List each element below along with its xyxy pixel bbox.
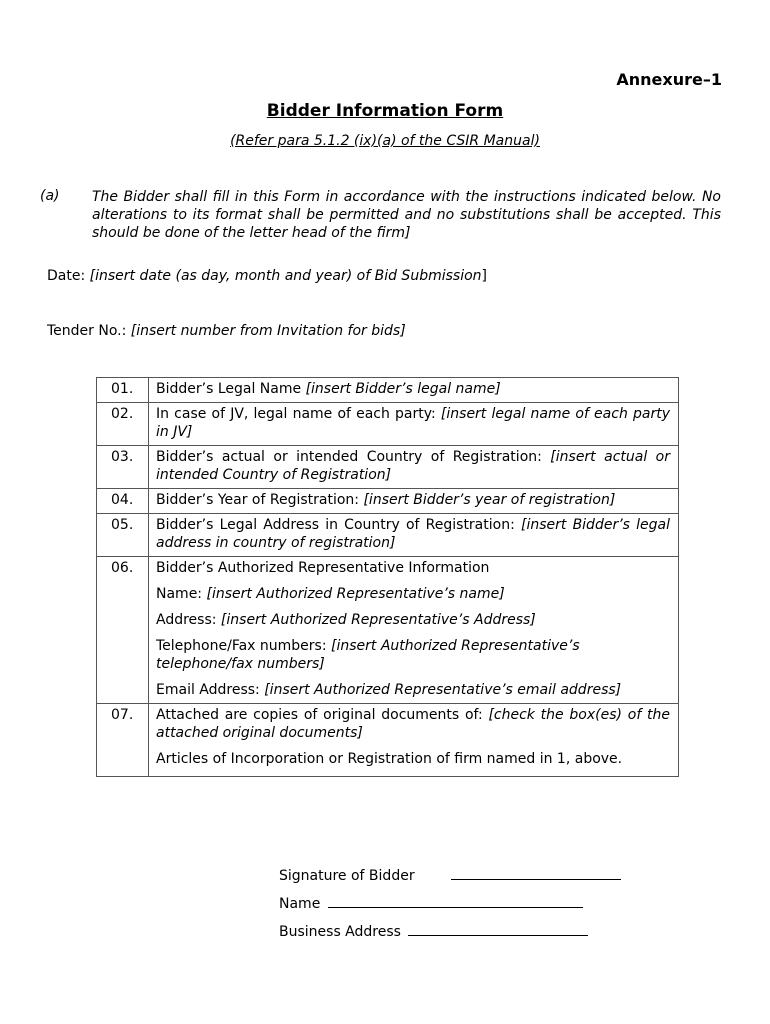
- representative-name: [156, 585, 670, 603]
- row-description: [149, 557, 679, 704]
- date-close-bracket: ]: [481, 268, 487, 284]
- representative-address: [156, 611, 670, 629]
- row-label: Attached are copies of original documents of:: [156, 707, 489, 723]
- table-row: [97, 446, 679, 489]
- articles-of-incorporation: Articles of Incorporation or Registration of firm named in 1, above.: [156, 751, 623, 767]
- phone-hint: [insert Authorized Representative’s telephone/fax numbers]: [156, 638, 580, 672]
- row-hint: [insert Bidder’s year of registration]: [363, 492, 616, 508]
- representative-email: [156, 681, 670, 699]
- row-description: [149, 514, 679, 557]
- row-hint: [insert Bidder’s legal address in country of registration]: [156, 517, 670, 551]
- signature-line[interactable]: [451, 865, 621, 880]
- tender-placeholder: [insert number from Invitation for bids]: [130, 323, 406, 339]
- date-line: [47, 268, 487, 284]
- row-number: 05.: [97, 514, 149, 557]
- name-row: [279, 893, 659, 921]
- row-number: 01.: [97, 378, 149, 403]
- name-hint: [insert Authorized Representative’s name]: [206, 586, 505, 602]
- manual-reference: (Refer para 5.1.2 (ix)(a) of the CSIR Manual): [230, 133, 540, 149]
- row-label: Bidder’s actual or intended Country of Registration:: [156, 449, 551, 465]
- row-number: 03.: [97, 446, 149, 489]
- tender-line: [47, 323, 406, 339]
- annexure-label: Annexure–1: [616, 70, 722, 89]
- row-hint: [insert legal name of each party in JV]: [156, 406, 670, 440]
- table-row: [97, 378, 679, 403]
- email-hint: [insert Authorized Representative’s email address]: [264, 682, 622, 698]
- page-title: Bidder Information Form: [266, 101, 504, 121]
- row-number: 04.: [97, 489, 149, 514]
- row-number: 06.: [97, 557, 149, 704]
- table-row: [97, 489, 679, 514]
- name-line[interactable]: [328, 893, 583, 908]
- row-label: Bidder’s Legal Address in Country of Registration:: [156, 517, 521, 533]
- date-label: Date:: [47, 268, 90, 284]
- phone-label: Telephone/Fax numbers:: [156, 638, 331, 654]
- address-hint: [insert Authorized Representative’s Address]: [220, 612, 536, 628]
- signature-label: Signature of Bidder: [279, 868, 415, 884]
- row-hint: [check the box(es) of the attached original documents]: [156, 707, 670, 741]
- representative-phone: [156, 637, 670, 673]
- name-label: Name:: [156, 586, 207, 602]
- address-label: Address:: [156, 612, 221, 628]
- row-hint: [insert actual or intended Country of Registration]: [156, 449, 670, 483]
- row-description: [149, 446, 679, 489]
- table-row: [97, 704, 679, 777]
- attached-docs: [156, 706, 670, 742]
- business-address-row: [279, 921, 659, 949]
- table-row: [97, 557, 679, 704]
- row-hint: [insert Bidder’s legal name]: [305, 381, 501, 397]
- row-description: [149, 378, 679, 403]
- business-address-label: Business Address: [279, 924, 406, 940]
- row-description: [149, 704, 679, 777]
- row-description: [149, 403, 679, 446]
- instructions-label: (a): [40, 188, 60, 204]
- business-address-line[interactable]: [408, 921, 588, 936]
- row-number: 07.: [97, 704, 149, 777]
- instructions-text: The Bidder shall fill in this Form in accordance with the instructions indicated below. No alterations to its format shall be permitted and no substitutions shall be accepted. This should be done of the letter head of the firm]: [92, 189, 721, 241]
- date-placeholder: [insert date (as day, month and year) of Bid Submission: [89, 268, 482, 284]
- row-number: 02.: [97, 403, 149, 446]
- signature-block: [279, 865, 659, 949]
- bidder-info-table: [96, 377, 679, 777]
- table-row: [97, 514, 679, 557]
- signature-row: [279, 865, 659, 893]
- email-label: Email Address:: [156, 682, 265, 698]
- tender-label: Tender No.:: [47, 323, 131, 339]
- row-description: [149, 489, 679, 514]
- name-label: Name: [279, 896, 325, 912]
- row-label: In case of JV, legal name of each party:: [156, 406, 441, 422]
- representative-heading: Bidder’s Authorized Representative Information: [156, 560, 490, 576]
- row-label: Bidder’s Year of Registration:: [156, 492, 364, 508]
- row-label: Bidder’s Legal Name: [156, 381, 306, 397]
- table-row: [97, 403, 679, 446]
